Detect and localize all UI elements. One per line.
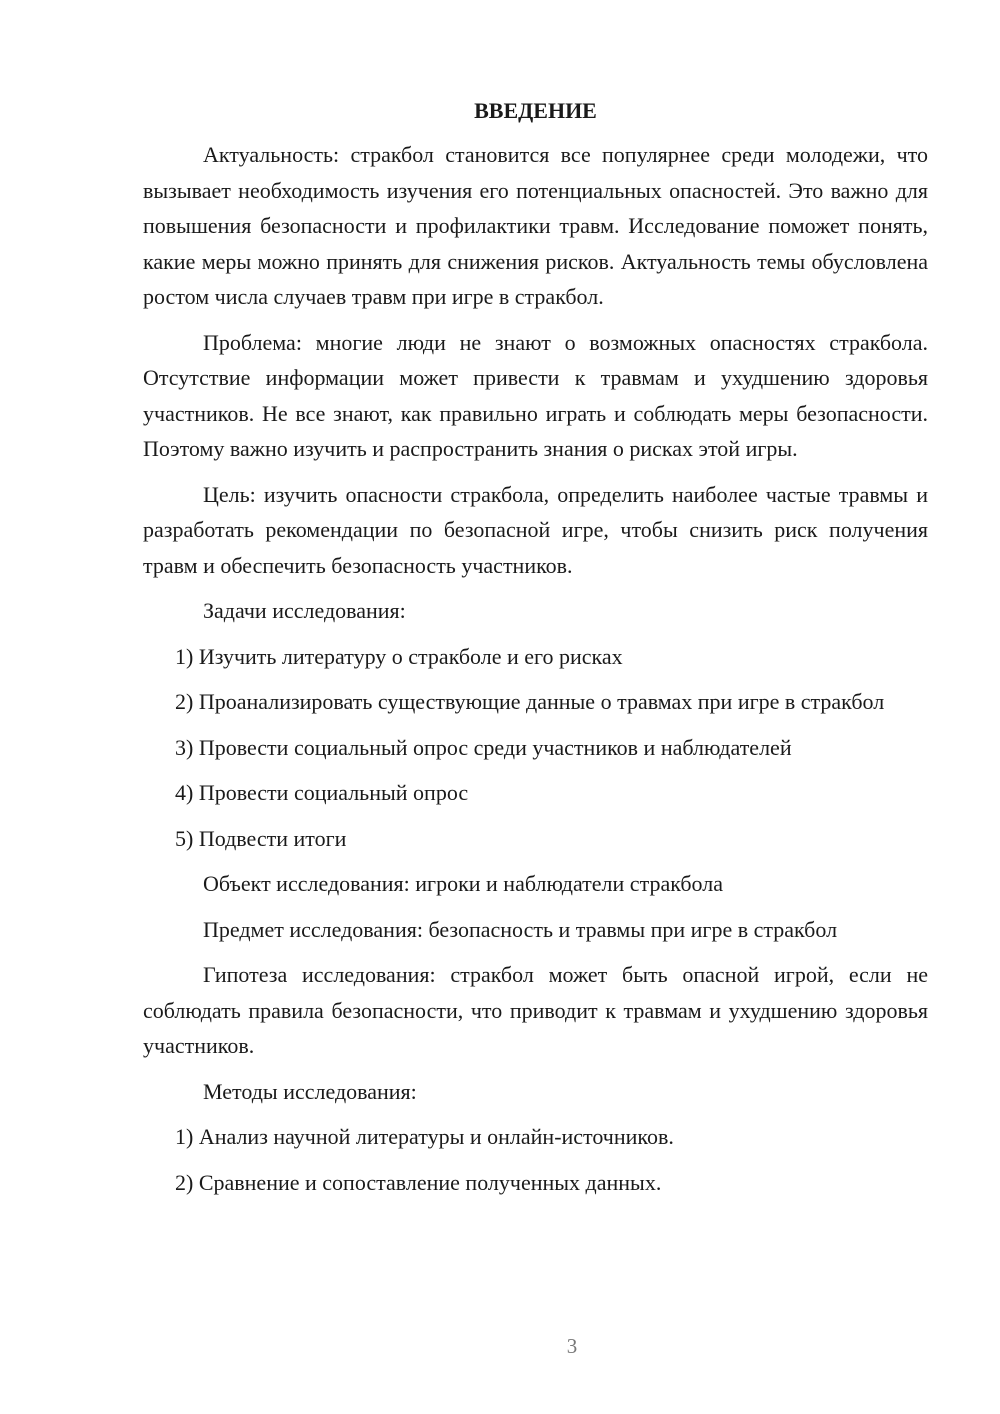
goal-paragraph: Цель: изучить опасности стракбола, определить наиболее частые травмы и разработать рекомендации по безопасной игре, чтобы снизить риск получения травм и обеспечить безопасность участников. xyxy=(143,481,928,578)
subject-paragraph: Предмет исследования: безопасность и травмы при игре в стракбол xyxy=(203,916,838,942)
hypothesis-paragraph: Гипотеза исследования: стракбол может быть опасной игрой, если не соблюдать правила безопасности, что приводит к травмам и ухудшению здоровья участников. xyxy=(143,962,928,1058)
task-item: 5) Подвести итоги xyxy=(175,825,347,851)
task-item: 1) Изучить литературу о стракболе и его рисках xyxy=(175,643,623,669)
page-number: 3 xyxy=(566,1334,578,1358)
task-item: 4) Провести социальный опрос xyxy=(175,780,469,805)
method-item: 1) Анализ научной литературы и онлайн-источников. xyxy=(175,1124,674,1149)
object-paragraph: Объект исследования: игроки и наблюдатели стракбола xyxy=(203,871,724,896)
document-body xyxy=(143,95,928,1210)
relevance-paragraph: Актуальность: стракбол становится все популярнее среди молодежи, что вызывает необходимость изучения его потенциальных опасностей. Это важно для повышения безопасности и профилактики травм. Исследование поможет понять, какие меры можно принять для снижения рисков. Актуальность темы обусловлена ростом числа случаев травм при игре в стракбол. xyxy=(143,142,928,309)
task-item: 2) Проанализировать существующие данные о травмах при игре в стракбол xyxy=(175,689,885,714)
methods-label: Методы исследования: xyxy=(203,1078,417,1104)
method-item: 2) Сравнение и сопоставление полученных данных. xyxy=(175,1169,662,1195)
section-title: ВВЕДЕНИЕ xyxy=(474,98,597,123)
problem-paragraph: Проблема: многие люди не знают о возможных опасностях стракбола. Отсутствие информации может привести к травмам и ухудшению здоровья участников. Не все знают, как правильно играть и соблюдать меры безопасности. Поэтому важно изучить и распространить знания о рисках этой игры. xyxy=(143,329,928,461)
task-item: 3) Провести социальный опрос среди участников и наблюдателей xyxy=(175,734,792,760)
tasks-label: Задачи исследования: xyxy=(203,598,406,623)
